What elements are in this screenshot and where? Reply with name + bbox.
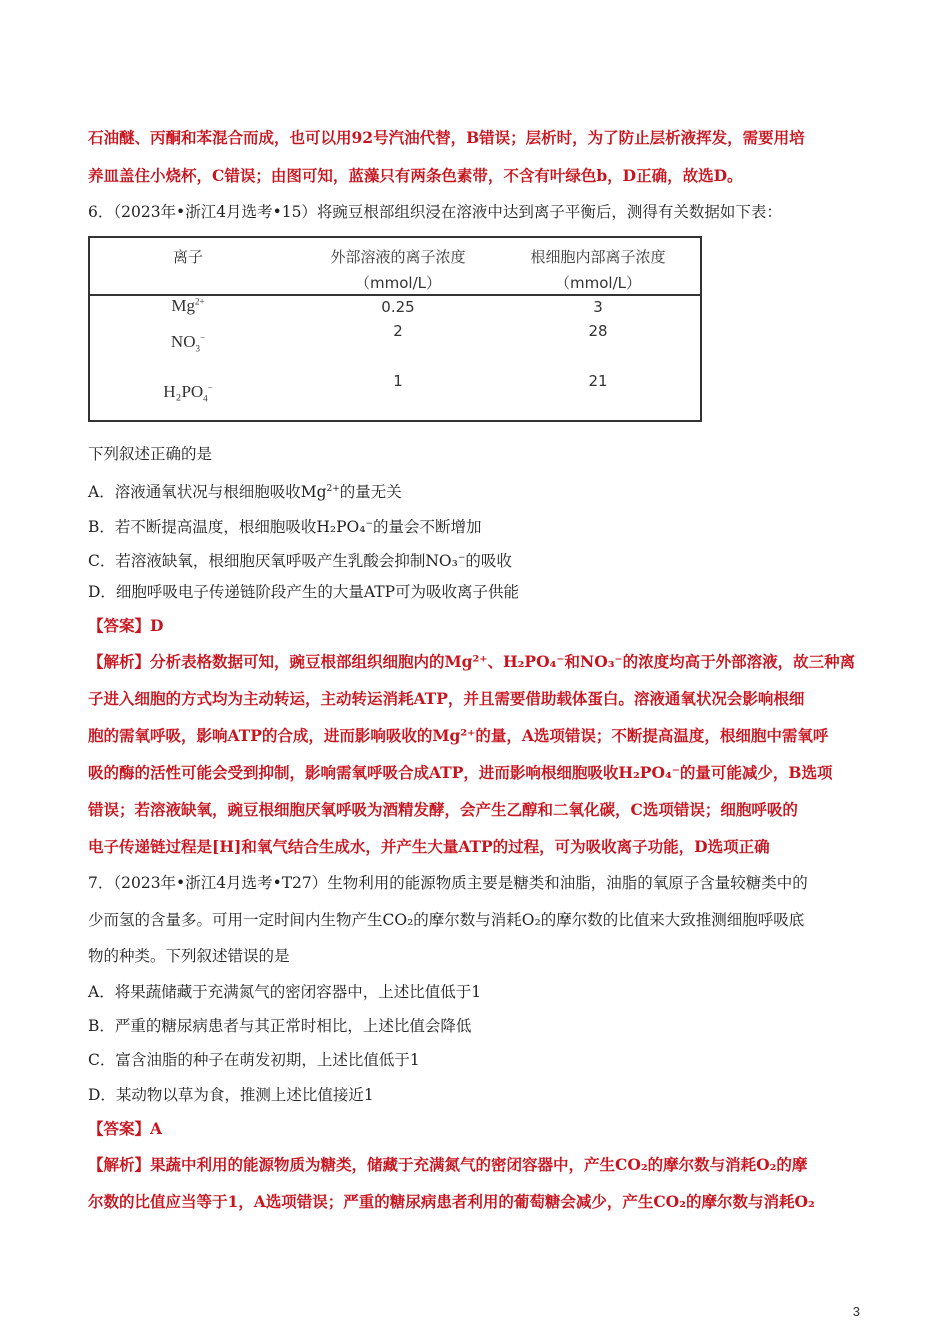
analysis-line: 子进入细胞的方式均为主动转运，主动转运消耗ATP，并且需要借助载体蛋白。溶液通氧状况会影响根细	[88, 689, 805, 708]
option-b: B．严重的糖尿病患者与其正常时相比，上述比值会降低	[88, 1017, 472, 1035]
table-cell-ion: $H_2PO_4^-$	[163, 382, 213, 404]
analysis-line: 尔数的比值应当等于1，A选项错误；严重的糖尿病患者利用的葡萄糖会减少，产生CO₂的摩尔数与消耗O₂	[88, 1192, 815, 1211]
text-line: 养皿盖住小烧杯，C错误；由图可知，蓝藻只有两条色素带，不含有叶绿色b，D正确，故选D。	[88, 166, 743, 185]
question-7-stem: 少而氢的含量多。可用一定时间内生物产生CO₂的摩尔数与消耗O₂的摩尔数的比值来大致推测细胞呼吸底	[88, 911, 805, 929]
question-6-stem: 6．（2023年•浙江4月选考•15）将豌豆根部组织浸在溶液中达到离子平衡后，测得有关数据如下表：	[88, 203, 782, 221]
table-cell: 28	[588, 322, 608, 340]
analysis-line: 吸的酶的活性可能会受到抑制，影响需氧呼吸合成ATP，进而影响根细胞吸收H₂PO₄⁻的量可能减少，B选项	[88, 763, 833, 782]
option-c: C．若溶液缺氧，根细胞厌氧呼吸产生乳酸会抑制NO₃−的吸收	[88, 552, 512, 571]
page-number: 3	[852, 1304, 860, 1319]
table-cell-ion: $NO_3^-$	[170, 332, 206, 354]
analysis-line: 胞的需氧呼吸，影响ATP的合成，进而影响吸收的Mg²⁺的量，A选项错误；不断提高温度，根细胞中需氧呼	[88, 726, 829, 745]
option-a: A．将果蔬储藏于充满氮气的密闭容器中，上述比值低于1	[88, 983, 482, 1001]
answer-line: 【答案】D	[88, 616, 164, 635]
analysis-line: 错误；若溶液缺氧，豌豆根细胞厌氧呼吸为酒精发酵，会产生乙醇和二氧化碳，C选项错误；细胞呼吸的	[88, 800, 798, 819]
table-unit: （mmol/L）	[555, 274, 641, 292]
table-cell: 2	[393, 322, 403, 340]
table-cell: 1	[393, 372, 403, 390]
analysis-line: 电子传递链过程是[H]和氧气结合生成水，并产生大量ATP的过程，可为吸收离子功能，D选项正确	[88, 837, 770, 856]
text-line: 石油醚、丙酮和苯混合而成，也可以用92号汽油代替，B错误；层析时，为了防止层析液挥发，需要用培	[88, 128, 805, 147]
table-unit: （mmol/L）	[355, 274, 441, 292]
table-header: 根细胞内部离子浓度	[530, 248, 666, 266]
table-cell-ion: $Mg^{2+}$	[171, 296, 205, 315]
table-header: 外部溶液的离子浓度	[330, 248, 466, 266]
analysis-line: 【解析】分析表格数据可知，豌豆根部组织细胞内的Mg²⁺、H₂PO₄⁻和NO₃⁻的浓度均高于外部溶液，故三种离	[88, 652, 856, 671]
question-6-prompt: 下列叙述正确的是	[88, 445, 213, 463]
ion-concentration-table	[88, 236, 702, 422]
option-b: B．若不断提高温度，根细胞吸收H₂PO₄−的量会不断增加	[88, 518, 482, 537]
option-c: C．富含油脂的种子在萌发初期，上述比值低于1	[88, 1051, 420, 1069]
option-d: D．某动物以草为食，推测上述比值接近1	[88, 1086, 374, 1104]
table-cell: 3	[593, 298, 603, 316]
table-cell: 21	[588, 372, 608, 390]
analysis-line: 【解析】果蔬中利用的能源物质为糖类，储藏于充满氮气的密闭容器中，产生CO₂的摩尔数与消耗O₂的摩	[88, 1155, 808, 1174]
question-7-stem: 物的种类。下列叙述错误的是	[88, 947, 290, 965]
table-cell: 0.25	[381, 298, 415, 316]
table-header: 离子	[172, 248, 203, 266]
question-7-stem: 7．（2023年•浙江4月选考•T27）生物利用的能源物质主要是糖类和油脂，油脂的氧原子含量较糖类中的	[88, 874, 808, 892]
answer-line: 【答案】A	[88, 1119, 163, 1138]
option-a: A．溶液通氧状况与根细胞吸收$Mg^{2+}$的量无关	[88, 483, 402, 502]
option-d: D．细胞呼吸电子传递链阶段产生的大量ATP可为吸收离子供能	[88, 583, 520, 601]
